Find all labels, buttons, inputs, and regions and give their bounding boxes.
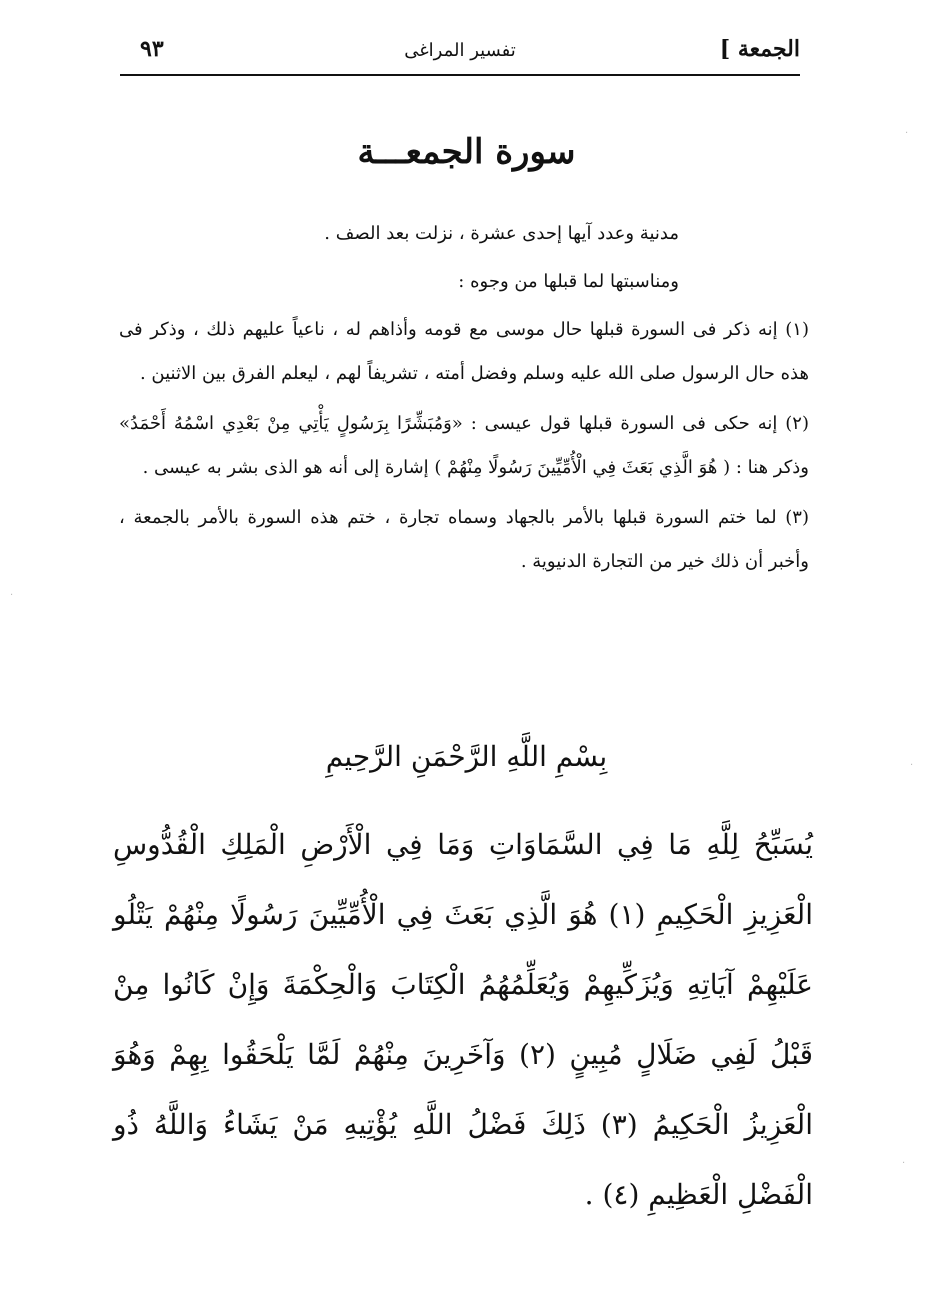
basmala: بِسْمِ اللَّهِ الرَّحْمَنِ الرَّحِيمِ (325, 740, 608, 773)
commentary-body (119, 212, 809, 590)
sura-info-paragraph: مدنية وعدد آيها إحدى عشرة ، نزلت بعد الصف . (324, 223, 679, 244)
header-rule (120, 74, 800, 76)
relation-point-1: (١) إنه ذكر فى السورة قبلها حال موسى مع قومه وأذاهم له ، ناعياً عليهم ذلك ، وذكر فى هذه حال الرسول صلى الله عليه وسلم وفضل أمته ، تشريفاً لهم ، ليعلم الفرق بين الاثنين . (119, 319, 809, 384)
relation-point-3: (٣) لما ختم السورة قبلها بالأمر بالجهاد وسماه تجارة ، ختم هذه السورة بالأمر بالجمعة ، وأخبر أن ذلك خير من التجارة الدنيوية . (119, 507, 809, 572)
page-number: ٩٣ (140, 36, 164, 62)
scan-speck: · (902, 1158, 906, 1169)
page-header (120, 32, 800, 76)
relation-intro-paragraph: ومناسبتها لما قبلها من وجوه : (458, 271, 679, 292)
sura-title: سورة الجمعـــة (357, 132, 576, 172)
relation-point-2: (٢) إنه حكى فى السورة قبلها قول عيسى : «وَمُبَشِّرًا بِرَسُولٍ يَأْتِي مِنْ بَعْدِي اسْمُهُ أَحْمَدُ» وذكر هنا : ( هُوَ الَّذِي بَعَثَ فِي الْأُمِّيِّينَ رَسُولًا مِنْهُمْ ) إشارة إلى أنه هو الذى بشر به عيسى . (119, 413, 809, 478)
chapter-name: الجمعة ] (719, 36, 800, 62)
scan-speck: · (10, 590, 14, 601)
quran-verses-text: يُسَبِّحُ لِلَّهِ مَا فِي السَّمَاوَاتِ وَمَا فِي الْأَرْضِ الْمَلِكِ الْقُدُّوسِ الْعَزِيزِ الْحَكِيمِ (١) هُوَ الَّذِي بَعَثَ فِي الْأُمِّيِّينَ رَسُولًا مِنْهُمْ يَتْلُو عَلَيْهِمْ آيَاتِهِ وَيُزَكِّيهِمْ وَيُعَلِّمُهُمُ الْكِتَابَ وَالْحِكْمَةَ وَإِنْ كَانُوا مِنْ قَبْلُ لَفِي ضَلَالٍ مُبِينٍ (٢) وَآخَرِينَ مِنْهُمْ لَمَّا يَلْحَقُوا بِهِمْ وَهُوَ الْعَزِيزُ الْحَكِيمُ (٣) ذَلِكَ فَضْلُ اللَّهِ يُؤْتِيهِ مَنْ يَشَاءُ وَاللَّهُ ذُو الْفَضْلِ الْعَظِيمِ (٤) . (113, 828, 813, 1211)
scan-speck: · (905, 128, 909, 139)
quran-verses (113, 810, 813, 1230)
book-title: تفسير المراغى (404, 40, 516, 61)
scan-speck: · (910, 760, 914, 771)
